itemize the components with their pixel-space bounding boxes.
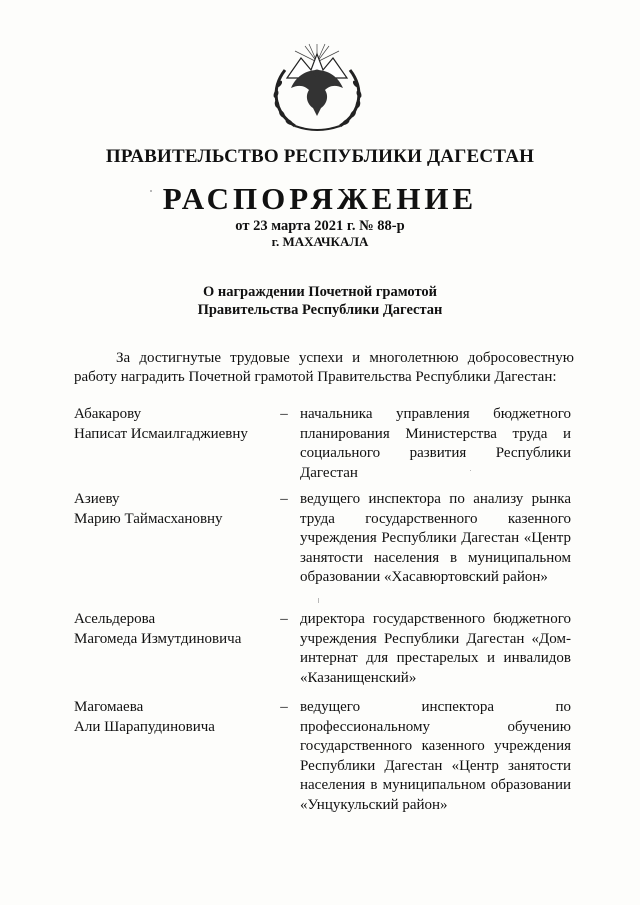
- awardee-name: [74, 698, 274, 737]
- entry-dash: –: [280, 611, 288, 627]
- entry-dash: –: [280, 699, 288, 715]
- entry-dash: –: [280, 491, 288, 507]
- awardee-given-names: Магомеда Измутдиновича: [74, 630, 242, 647]
- subject-line-1: О награждении Почетной грамотой: [202, 284, 438, 300]
- government-title: ПРАВИТЕЛЬСТВО РЕСПУБЛИКИ ДАГЕСТАН: [105, 146, 535, 167]
- awardee-name: [74, 405, 274, 444]
- intro-paragraph: За достигнутые трудовые успехи и многолетнюю добросовестную работу наградить Почетной грамотой Правительства Республики Дагестан:: [74, 350, 574, 385]
- awardee-given-names: Али Шарапудиновича: [74, 718, 215, 735]
- awardee-given-names: Марию Таймасхановну: [74, 510, 223, 527]
- awardee-surname: Азиеву: [74, 491, 120, 507]
- dagestan-coat-of-arms-emblem: [265, 40, 370, 135]
- awardee-position: директора государственного бюджетного учреждения Республики Дагестан «Дом-интернат для престарелых и инвалидов «Казанищенский»: [300, 611, 571, 686]
- awardee-position: ведущего инспектора по профессиональному обучению государственного казенного учреждения Республики Дагестан «Центр занятости населения в муниципальном образовании «Унцукульский район»: [300, 699, 571, 813]
- awardee-surname: Асельдерова: [74, 611, 156, 627]
- awardee-surname: Магомаева: [74, 699, 144, 715]
- awardee-position: ведущего инспектора по анализу рынка труда государственного казенного учреждения Республики Дагестан «Центр занятости населения в муниципальном образовании «Хасавюртовский район»: [300, 491, 571, 585]
- city-name: г. МАХАЧКАЛА: [271, 234, 369, 249]
- subject-line-2: Правительства Республики Дагестан: [197, 302, 443, 318]
- awardee-given-names: Написат Исмаилгаджиевну: [74, 425, 248, 442]
- date-and-number: от 23 марта 2021 г. № 88-р: [235, 218, 405, 234]
- awardee-position: начальника управления бюджетного планирования Министерства труда и социального развития Республики Дагестан: [300, 406, 571, 481]
- scan-speck: [150, 190, 152, 192]
- awardee-name: [74, 490, 274, 529]
- entry-dash: –: [280, 406, 288, 422]
- document-subject: [0, 283, 640, 319]
- scan-speck: [318, 598, 319, 603]
- scan-speck: [470, 470, 471, 471]
- awardee-name: [74, 610, 274, 649]
- document-type-heading: РАСПОРЯЖЕНИЕ: [162, 181, 478, 216]
- awardee-surname: Абакарову: [74, 406, 142, 422]
